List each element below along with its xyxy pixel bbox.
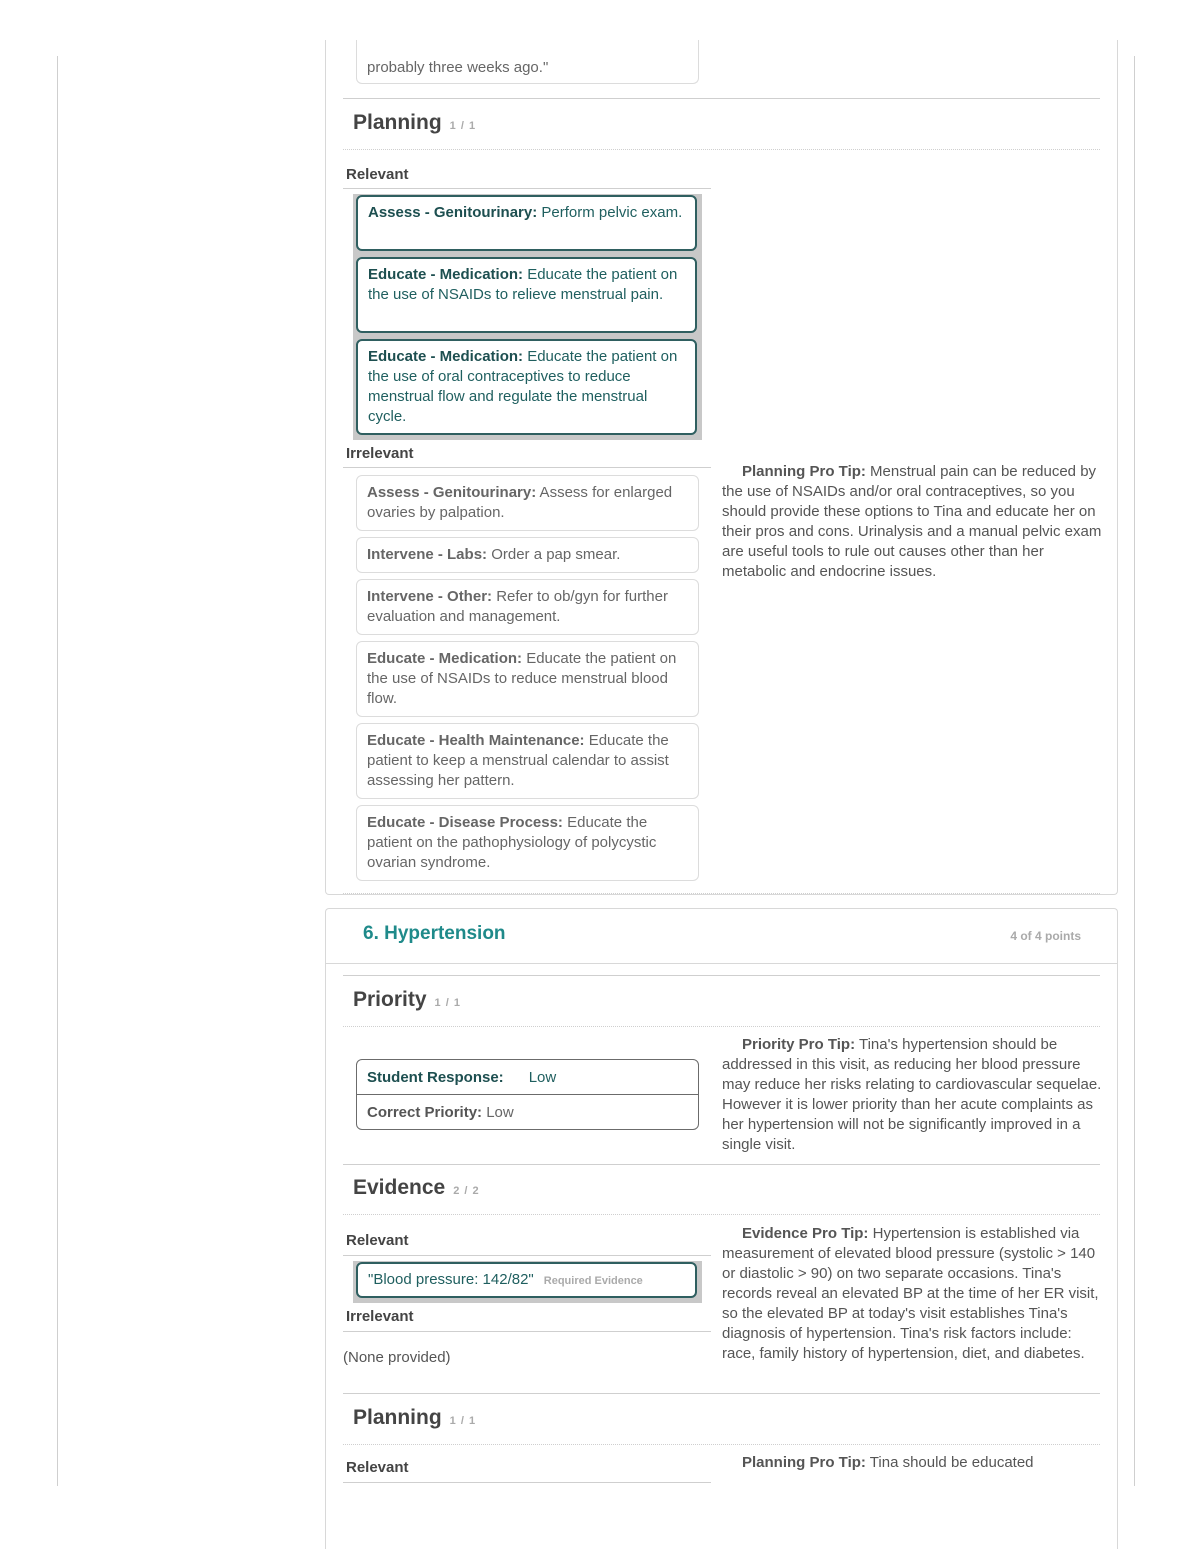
priority-title: [353, 988, 461, 1012]
evidence-score: 2 / 2: [453, 1185, 480, 1197]
item-text: Educate the patient to keep a menstrual calendar to assist assessing her pattern.: [367, 732, 669, 789]
tip-label: Evidence Pro Tip:: [742, 1225, 869, 1242]
row-divider: [357, 1094, 698, 1095]
relevant-label: Relevant: [346, 1459, 409, 1476]
irrelevant-label: Irrelevant: [346, 1308, 414, 1325]
tip-label: Priority Pro Tip:: [742, 1036, 856, 1053]
item-category: Educate - Medication:: [368, 348, 524, 365]
irrelevant-label: Irrelevant: [346, 445, 414, 462]
label-underline: [343, 188, 711, 189]
irrelevant-item[interactable]: [356, 641, 699, 717]
relevant-item[interactable]: [356, 339, 697, 435]
tip-text: Tina's hypertension should be addressed in this visit, as reducing her blood pressure may reduce her risks relating to cardiovascular sequelae. However it is lower priority than her acute complaints as her hypertension will not be significantly improved in a single visit.: [722, 1036, 1102, 1153]
dotted-divider: [343, 1214, 1100, 1215]
item-text: Educate the patient on the use of NSAIDs to reduce menstrual blood flow.: [367, 650, 677, 707]
section-divider: [343, 1164, 1100, 1165]
priority-pro-tip: [722, 1035, 1102, 1155]
correct-priority-row: [367, 1104, 514, 1121]
tip-text: Menstrual pain can be reduced by the use of NSAIDs and/or oral contraceptives, so you should provide these options to Tina and educate her on their pros and cons. Urinalysis and a manual pelvic exam are useful tools to rule out causes other than her metabolic and endocrine issues.: [722, 463, 1102, 580]
label-underline: [343, 1482, 711, 1483]
dotted-divider: [343, 1026, 1100, 1027]
dotted-divider: [343, 1444, 1100, 1445]
item-category: Intervene - Other:: [367, 588, 493, 605]
planning-title: [353, 1406, 476, 1430]
section-divider: [343, 975, 1100, 976]
correct-priority-label: Correct Priority:: [367, 1104, 483, 1121]
evidence-title: [353, 1176, 480, 1200]
item-text: Order a pap smear.: [487, 546, 621, 563]
item-text: Assess for enlarged ovaries by palpation.: [367, 484, 673, 521]
planning-title-text: Planning: [353, 111, 442, 134]
planning-pro-tip: [722, 1453, 1102, 1473]
planning-pro-tip: [722, 462, 1102, 582]
section-divider: [343, 98, 1100, 99]
priority-score: 1 / 1: [434, 997, 461, 1009]
item-category: Assess - Genitourinary:: [368, 204, 538, 221]
item-text: "Blood pressure: 142/82": [368, 1271, 534, 1288]
student-response-row: [367, 1069, 556, 1086]
tip-text: Tina should be educated: [865, 1454, 1034, 1471]
student-response-label: Student Response:: [367, 1069, 504, 1086]
irrelevant-item[interactable]: [356, 579, 699, 635]
relevant-item[interactable]: [356, 257, 697, 333]
irrelevant-item[interactable]: [356, 537, 699, 573]
item-category: Intervene - Labs:: [367, 546, 488, 563]
relevant-label: Relevant: [346, 166, 409, 183]
correct-priority-value: Low: [482, 1104, 514, 1121]
planning-score: 1 / 1: [449, 120, 477, 132]
none-provided: (None provided): [343, 1349, 451, 1366]
item-text: Educate the patient on the use of oral contraceptives to reduce menstrual flow and regulate the menstrual cycle.: [368, 348, 678, 425]
tip-label: Planning Pro Tip:: [742, 463, 866, 480]
priority-title-text: Priority: [353, 988, 427, 1011]
evidence-title-text: Evidence: [353, 1176, 446, 1199]
tip-text: Hypertension is established via measurement of elevated blood pressure (systolic > 140 or diastolic > 90) on two separate occasions. Tina's records reveal an elevated BP at the time of her ER visit, so the elevated BP at today's visit establishes Tina's diagnosis of hypertension. Tina's risk factors include: race, family history of hypertension, diet, and diabetes.: [722, 1225, 1099, 1362]
planning-title: [353, 111, 476, 135]
irrelevant-item[interactable]: [356, 475, 699, 531]
dotted-divider: [343, 893, 1100, 894]
problem-header: [326, 909, 1117, 964]
evidence-pro-tip: [722, 1224, 1102, 1364]
planning-title-text: Planning: [353, 1406, 442, 1429]
student-response-value: Low: [528, 1069, 557, 1086]
item-text: Perform pelvic exam.: [537, 204, 683, 221]
label-underline: [343, 1331, 711, 1332]
tip-label: Planning Pro Tip:: [742, 1454, 866, 1471]
item-category: Educate - Disease Process:: [367, 814, 563, 831]
item-text: Educate the patient on the pathophysiology of polycystic ovarian syndrome.: [367, 814, 657, 871]
evidence-item-fragment: [356, 40, 699, 84]
right-margin-line: [1134, 56, 1135, 1486]
section-divider: [343, 1393, 1100, 1394]
irrelevant-item[interactable]: [356, 805, 699, 881]
priority-box: [356, 1059, 699, 1130]
relevant-label: Relevant: [346, 1232, 409, 1249]
relevant-item[interactable]: [356, 195, 697, 251]
item-category: Educate - Medication:: [367, 650, 523, 667]
left-margin-line: [57, 56, 58, 1486]
relevant-item[interactable]: [356, 1262, 697, 1298]
problem-title[interactable]: 6. Hypertension: [363, 923, 506, 944]
item-category: Educate - Medication:: [368, 266, 524, 283]
item-category: Educate - Health Maintenance:: [367, 732, 585, 749]
item-text: Refer to ob/gyn for further evaluation and management.: [367, 588, 668, 625]
item-text: Educate the patient on the use of NSAIDs to relieve menstrual pain.: [368, 266, 678, 303]
evidence-fragment-text: probably three weeks ago.": [367, 59, 549, 76]
item-category: Assess - Genitourinary:: [367, 484, 537, 501]
label-underline: [343, 467, 711, 468]
irrelevant-item[interactable]: [356, 723, 699, 799]
dotted-divider: [343, 149, 1100, 150]
planning-score: 1 / 1: [449, 1415, 477, 1427]
problem-points: 4 of 4 points: [1010, 929, 1081, 943]
label-underline: [343, 1255, 711, 1256]
required-evidence-badge: Required Evidence: [543, 1275, 643, 1287]
